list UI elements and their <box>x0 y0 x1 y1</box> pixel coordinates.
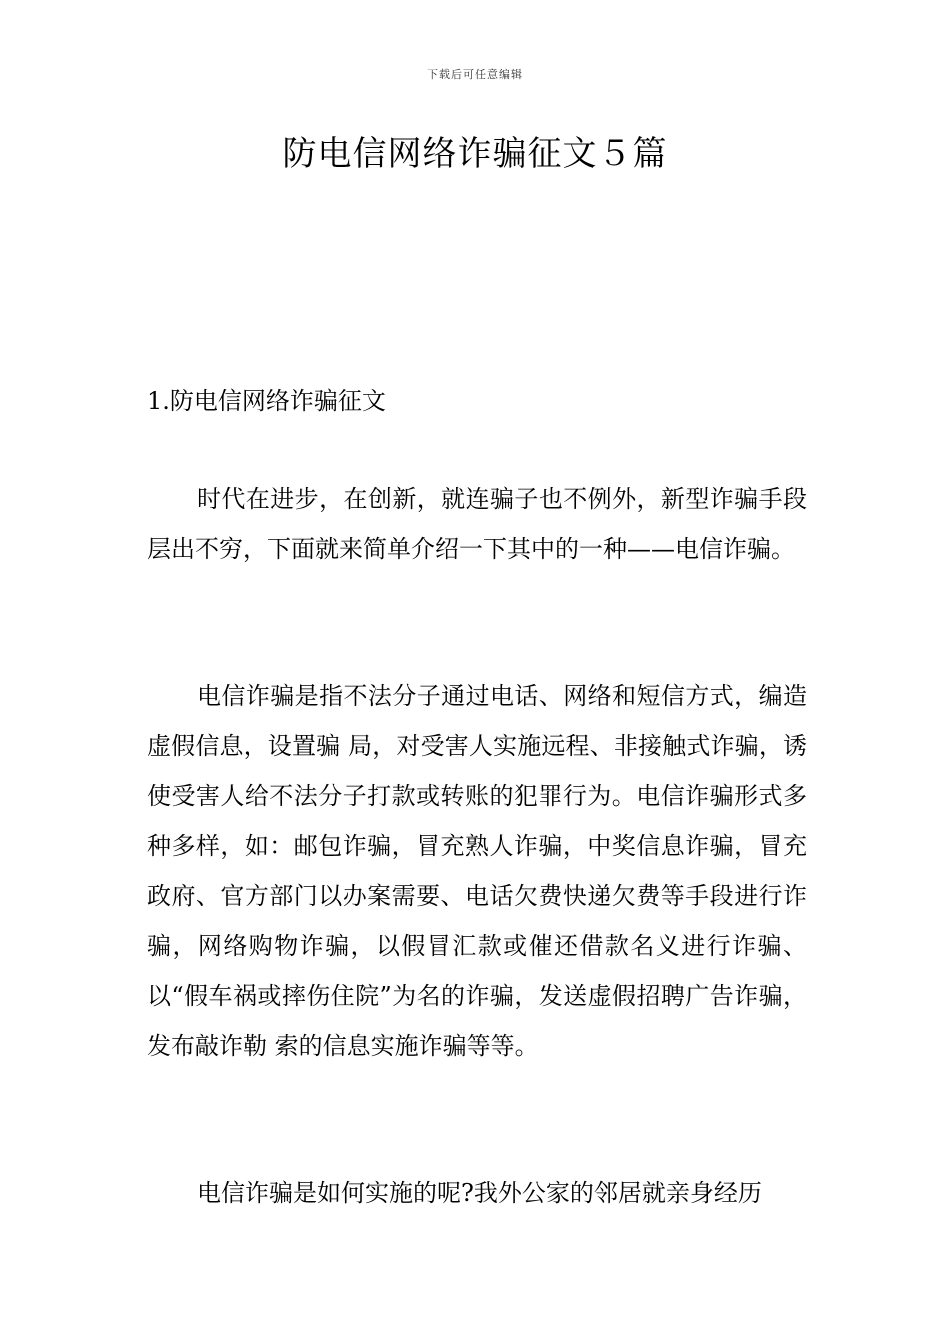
paragraph-1: 时代在进步，在创新，就连骗子也不例外，新型诈骗手段层出不穷，下面就来简单介绍一下其中的一种——电信诈骗。 <box>147 485 807 563</box>
document-title: 防电信网络诈骗征文５篇 <box>282 134 668 174</box>
paragraph-3: 电信诈骗是如何实施的呢?我外公家的邻居就亲身经历 <box>197 1179 762 1207</box>
paragraph-2: 电信诈骗是指不法分子通过电话、网络和短信方式，编造虚假信息，设置骗 局，对受害人实施远程、非接触式诈骗，诱使受害人给不法分子打款或转账的犯罪行为。电信诈骗形式多种多样，如：邮包诈骗，冒充熟人诈骗，中奖信息诈骗，冒充政府、官方部门以办案需要、电话欠费快递欠费等手段进行诈骗，网络购物诈骗，以假冒汇款或催还借款名义进行诈骗、以“假车祸或摔伤住院”为名的诈骗，发送虚假招聘广告诈骗，发布敲诈勒 索的信息实施诈骗等等。 <box>147 682 807 1060</box>
section-heading: 1.防电信网络诈骗征文 <box>147 387 386 415</box>
header-note: 下载后可任意编辑 <box>427 68 523 81</box>
